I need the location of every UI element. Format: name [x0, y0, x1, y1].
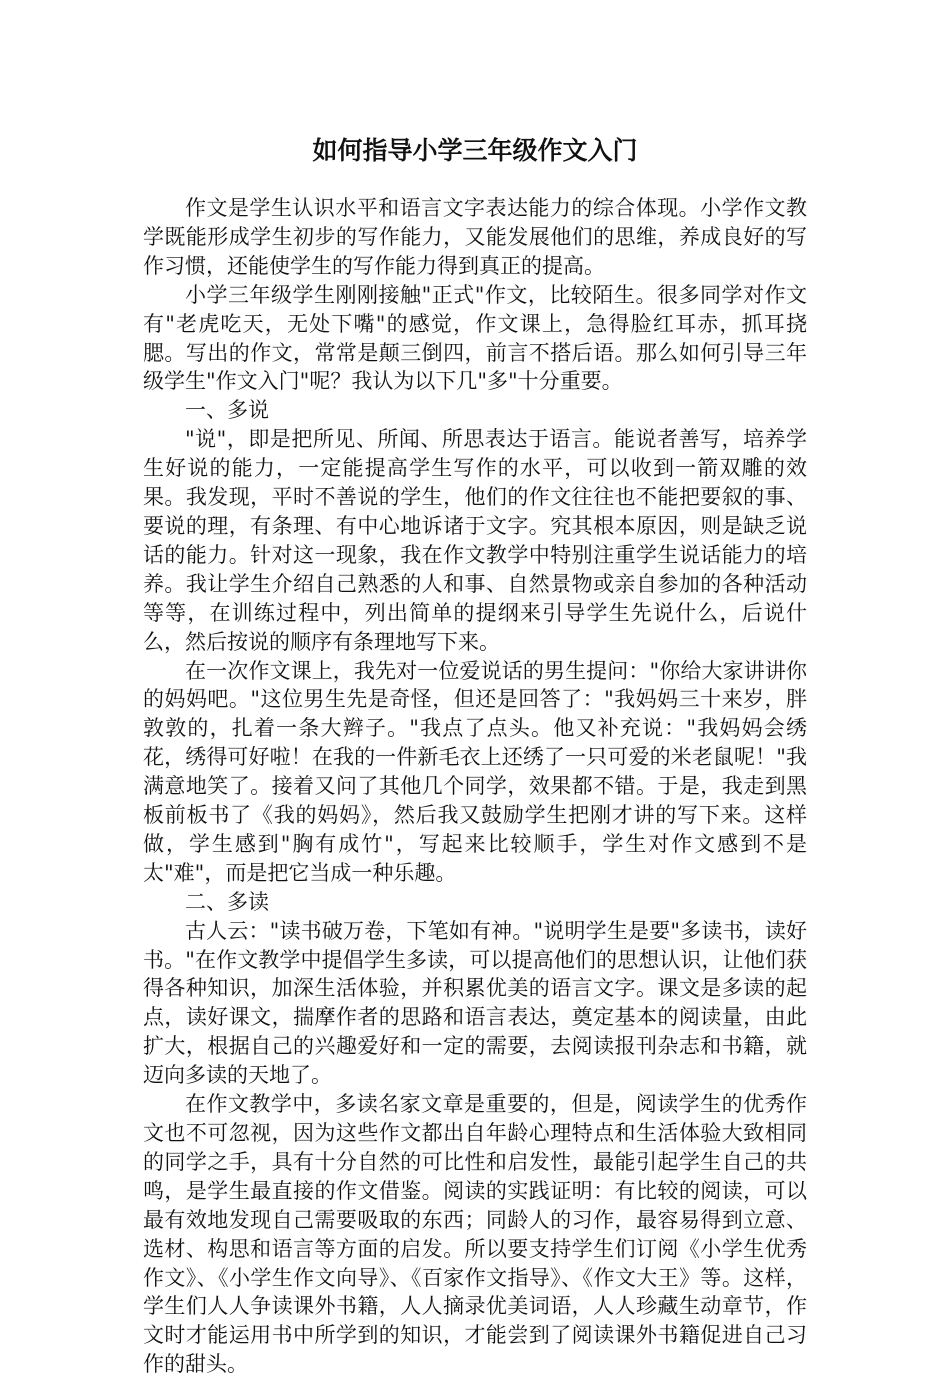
- paragraph-read: 古人云："读书破万卷，下笔如有神。"说明学生是要"多读书，读好书。"在作文教学中提倡学生多读，可以提高他们的思想认识，让他们获得各种知识，加深生活体验，并积累优美的语言文字。课文是多读的起点，读好课文，揣摩作者的思路和语言表达，奠定基本的阅读量，由此扩大，根据自己的兴趣爱好和一定的需要，去阅读报刊杂志和书籍，就迈向多读的天地了。: [143, 918, 807, 1088]
- document-title: 如何指导小学三年级作文入门: [312, 136, 638, 165]
- paragraph-grade-three: 小学三年级学生刚刚接触"正式"作文，比较陌生。很多同学对作文有"老虎吃天，无处下嘴"的感觉，作文课上，急得脸红耳赤，抓耳挠腮。写出的作文，常常是颠三倒四，前言不搭后语。那么如何引导三年级学生"作文入门"呢？我认为以下几"多"十分重要。: [143, 282, 807, 394]
- document-body: [143, 194, 807, 1379]
- paragraph-read-peers: 在作文教学中，多读名家文章是重要的，但是，阅读学生的优秀作文也不可忽视，因为这些作文都出自年龄心理特点和生活体验大致相同的同学之手，具有十分自然的可比性和启发性，最能引起学生自己的共鸣，是学生最直接的作文借鉴。阅读的实践证明：有比较的阅读，可以最有效地发现自己需要吸取的东西；同龄人的习作，最容易得到立意、选材、构思和语言等方面的启发。所以要支持学生们订阅《小学生优秀作文》、《小学生作文向导》、《百家作文指导》、《作文大王》等。这样，学生们人人争读课外书籍，人人摘录优美词语，人人珍藏生动章节，作文时才能运用书中所学到的知识，才能尝到了阅读课外书籍促进自己习作的甜头。: [143, 1092, 807, 1377]
- paragraph-speak-example: 在一次作文课上，我先对一位爱说话的男生提问："你给大家讲讲你的妈妈吧。"这位男生先是奇怪，但还是回答了："我妈妈三十来岁，胖敦敦的，扎着一条大辫子。"我点了点头。他又补充说："我妈妈会绣花，绣得可好啦！在我的一件新毛衣上还绣了一只可爱的米老鼠呢！"我满意地笑了。接着又问了其他几个同学，效果都不错。于是，我走到黑板前板书了《我的妈妈》，然后我又鼓励学生把刚才讲的写下来。这样做，学生感到"胸有成竹"，写起来比较顺手，学生对作文感到不是太"难"，而是把它当成一种乐趣。: [143, 658, 807, 885]
- section-heading-speak: 一、多说: [185, 398, 269, 423]
- paragraph-speak: "说"，即是把所见、所闻、所思表达于语言。能说者善写，培养学生好说的能力，一定能提高学生写作的水平，可以收到一箭双雕的效果。我发现，平时不善说的学生，他们的作文往往也不能把要叙的事、要说的理，有条理、有中心地诉诸于文字。究其根本原因，则是缺乏说话的能力。针对这一现象，我在作文教学中特别注重学生说话能力的培养。我让学生介绍自己熟悉的人和事、自然景物或亲自参加的各种活动等等，在训练过程中，列出简单的提纲来引导学生先说什么，后说什么，然后按说的顺序有条理地写下来。: [143, 427, 807, 654]
- section-heading-read: 二、多读: [185, 889, 269, 914]
- paragraph-intro: 作文是学生认识水平和语言文字表达能力的综合体现。小学作文教学既能形成学生初步的写作能力，又能发展他们的思维，养成良好的写作习惯，还能使学生的写作能力得到真正的提高。: [143, 196, 807, 278]
